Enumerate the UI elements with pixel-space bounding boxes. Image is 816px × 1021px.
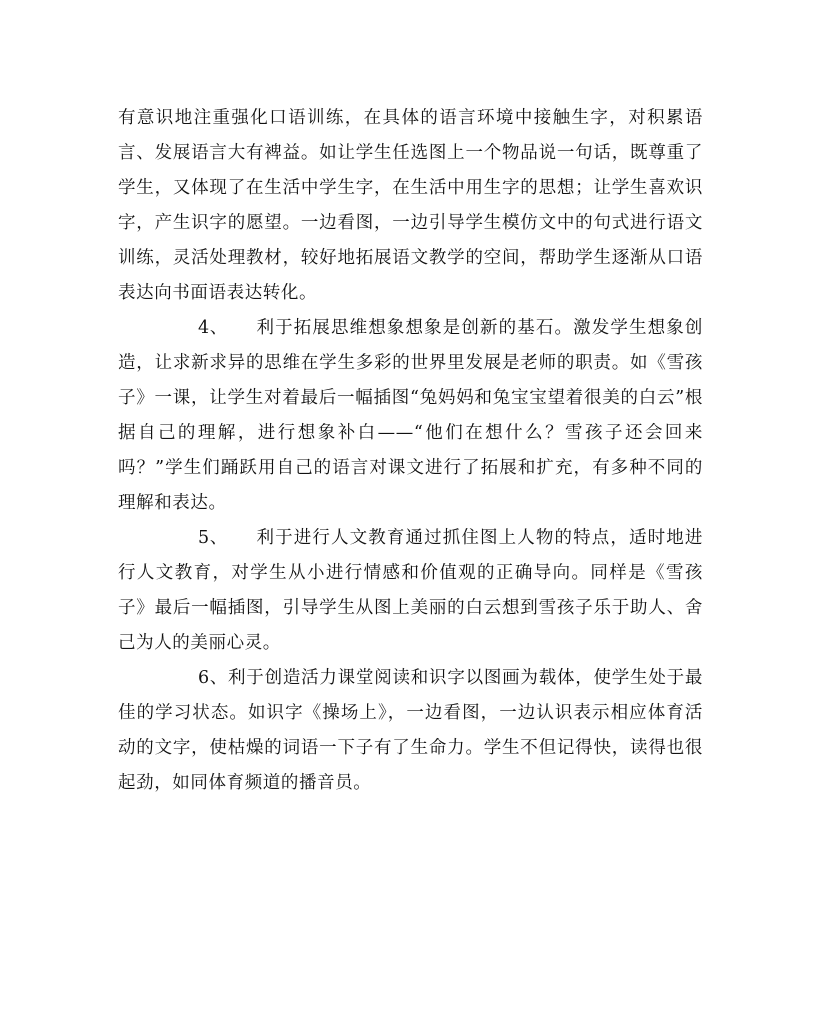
paragraph-number: 4、 bbox=[198, 318, 228, 338]
paragraph-text: 有意识地注重强化口语训练，在具体的语言环境中接触生字，对积累语言、发展语言大有裨益。如让学生任选图上一个物品说一句话，既尊重了学生，又体现了在生活中学生字，在生活中用生字的思想；让学生喜欢识字，产生识字的愿望。一边看图，一边引导学生模仿文中的句式进行语文训练，灵活处理教材，较好地拓展语文教学的空间，帮助学生逐渐从口语表达向书面语表达转化。 bbox=[118, 108, 703, 303]
paragraph-text: 利于进行人文教育通过抓住图上人物的特点，适时地进行人文教育，对学生从小进行情感和价值观的正确导向。同样是《雪孩子》最后一幅插图，引导学生从图上美丽的白云想到雪孩子乐于助人、舍己为人的美丽心灵。 bbox=[118, 528, 703, 653]
paragraph-humanistic-education bbox=[118, 521, 703, 661]
paragraph-oral-training bbox=[118, 101, 703, 311]
paragraph-number: 5、 bbox=[198, 528, 228, 548]
paragraph-number: 6、 bbox=[198, 668, 228, 688]
paragraph-text: 利于拓展思维想象想象是创新的基石。激发学生想象创造，让求新求异的思维在学生多彩的世界里发展是老师的职责。如《雪孩子》一课，让学生对着最后一幅插图“兔妈妈和兔宝宝望着很美的白云”根据自己的理解，进行想象补白——“他们在想什么？雪孩子还会回来吗？”学生们踊跃用自己的语言对课文进行了拓展和扩充，有多种不同的理解和表达。 bbox=[118, 318, 703, 513]
paragraph-active-classroom bbox=[118, 661, 703, 801]
paragraph-text: 利于创造活力课堂阅读和识字以图画为载体，使学生处于最佳的学习状态。如识字《操场上》，一边看图，一边认识表示相应体育活动的文字，使枯燥的词语一下子有了生命力。学生不但记得快，读得也很起劲，如同体育频道的播音员。 bbox=[118, 668, 703, 793]
paragraph-imagination bbox=[118, 311, 703, 521]
document-body bbox=[118, 101, 703, 801]
